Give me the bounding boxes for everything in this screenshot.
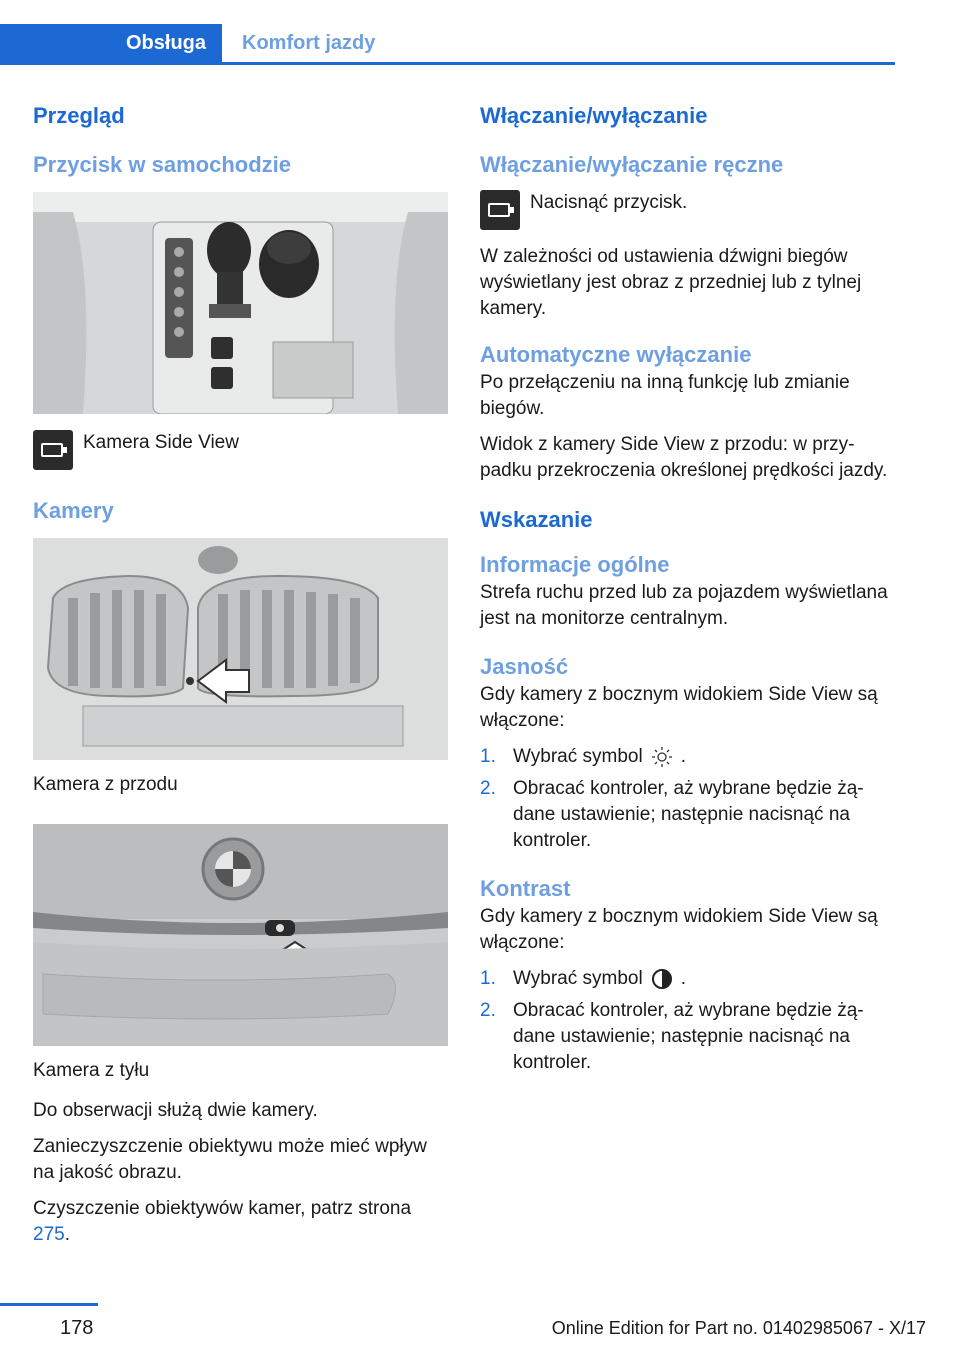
console-image (33, 192, 448, 414)
paragraph-cleaning-ref (33, 1196, 448, 1248)
heading-brightness: Jasność (480, 654, 569, 679)
paragraph-brightness: Gdy kamery z bocznym widokiem Side View są włączone: (480, 684, 878, 731)
edition-info: Online Edition for Part no. 01402985067 - X/17 (551, 1318, 926, 1338)
contrast-icon (651, 968, 673, 990)
side-view-button-row (33, 430, 448, 470)
rear-camera-image (33, 824, 448, 1046)
step-text-b: . (680, 746, 686, 767)
heading-display: Wskazanie (480, 507, 593, 532)
left-column (33, 100, 448, 1258)
heading-auto-off: Automatyczne wyłączanie (480, 342, 752, 367)
camera-button-icon (480, 190, 520, 230)
page-link-275[interactable]: 275 (33, 1224, 65, 1245)
paragraph-view-depends: W zależności od ustawienia dźwigni biegów wyświetlany jest obraz z przedniej lub z tylnej kamery. (480, 246, 862, 319)
heading-on-off: Włączanie/wyłączanie (480, 103, 708, 128)
tab-obsluga[interactable]: Obsługa (0, 24, 222, 62)
step-text-b: . (680, 968, 686, 989)
brightness-steps (480, 744, 895, 854)
step-text (513, 744, 686, 770)
step-text: Obracać kontroler, aż wybrane będzie żądane ustawienie; następnie nacisnąć na kontroler. (513, 1000, 864, 1073)
heading-cameras: Kamery (33, 498, 114, 523)
heading-manual-on-off: Włączanie/wyłączanie ręczne (480, 152, 784, 177)
side-view-label: Kamera Side View (83, 432, 239, 453)
step-number: 1. (480, 968, 496, 989)
paragraph-two-cameras: Do obserwacji służą dwie kamery. (33, 1100, 318, 1121)
camera-button-icon (33, 430, 73, 470)
footer-bar (0, 1303, 98, 1306)
caption-rear-camera: Kamera z tyłu (33, 1060, 150, 1081)
step-number: 2. (480, 778, 496, 799)
brightness-icon (651, 746, 673, 768)
list-item (480, 776, 895, 854)
caption-front-camera: Kamera z przodu (33, 774, 178, 795)
list-item (480, 744, 895, 770)
list-item (480, 998, 895, 1076)
cleaning-ref-suffix: . (64, 1224, 70, 1245)
paragraph-general-info: Strefa ruchu przed lub za pojazdem wyświetlana jest na monitorze centralnym. (480, 582, 888, 629)
paragraph-auto-off-2: Widok z kamery Side View z przodu: w przypadku przekroczenia określonej prędkości jazdy. (480, 434, 888, 481)
heading-button-in-car: Przycisk w samochodzie (33, 152, 291, 177)
press-button-text: Nacisnąć przycisk. (530, 192, 688, 213)
paragraph-contrast: Gdy kamery z bocznym widokiem Side View są włączone: (480, 906, 878, 953)
paragraph-auto-off-1: Po przełączeniu na inną funkcję lub zmianie biegów. (480, 372, 850, 419)
list-item (480, 966, 895, 992)
step-text (513, 966, 686, 992)
step-text-a: Wybrać symbol (513, 968, 643, 989)
heading-contrast: Kontrast (480, 876, 571, 901)
press-button-row (480, 190, 895, 230)
step-text-a: Wybrać symbol (513, 746, 643, 767)
heading-overview: Przegląd (33, 103, 125, 128)
paragraph-lens-dirt: Zanieczyszczenie obiektywu może mieć wpływ na jakość obrazu. (33, 1136, 427, 1183)
cleaning-ref-text: Czyszczenie obiektywów kamer, patrz strona (33, 1198, 412, 1219)
step-number: 2. (480, 1000, 496, 1021)
page-number: 178 (60, 1317, 94, 1339)
front-camera-image (33, 538, 448, 760)
step-number: 1. (480, 746, 496, 767)
contrast-steps (480, 966, 895, 1076)
tab-komfort-jazdy[interactable]: Komfort jazdy (242, 31, 376, 54)
step-text: Obracać kontroler, aż wybrane będzie żądane ustawienie; następnie nacisnąć na kontroler. (513, 778, 864, 851)
right-column (480, 100, 895, 1090)
heading-general-info: Informacje ogólne (480, 552, 670, 577)
header-tabs (0, 24, 895, 65)
